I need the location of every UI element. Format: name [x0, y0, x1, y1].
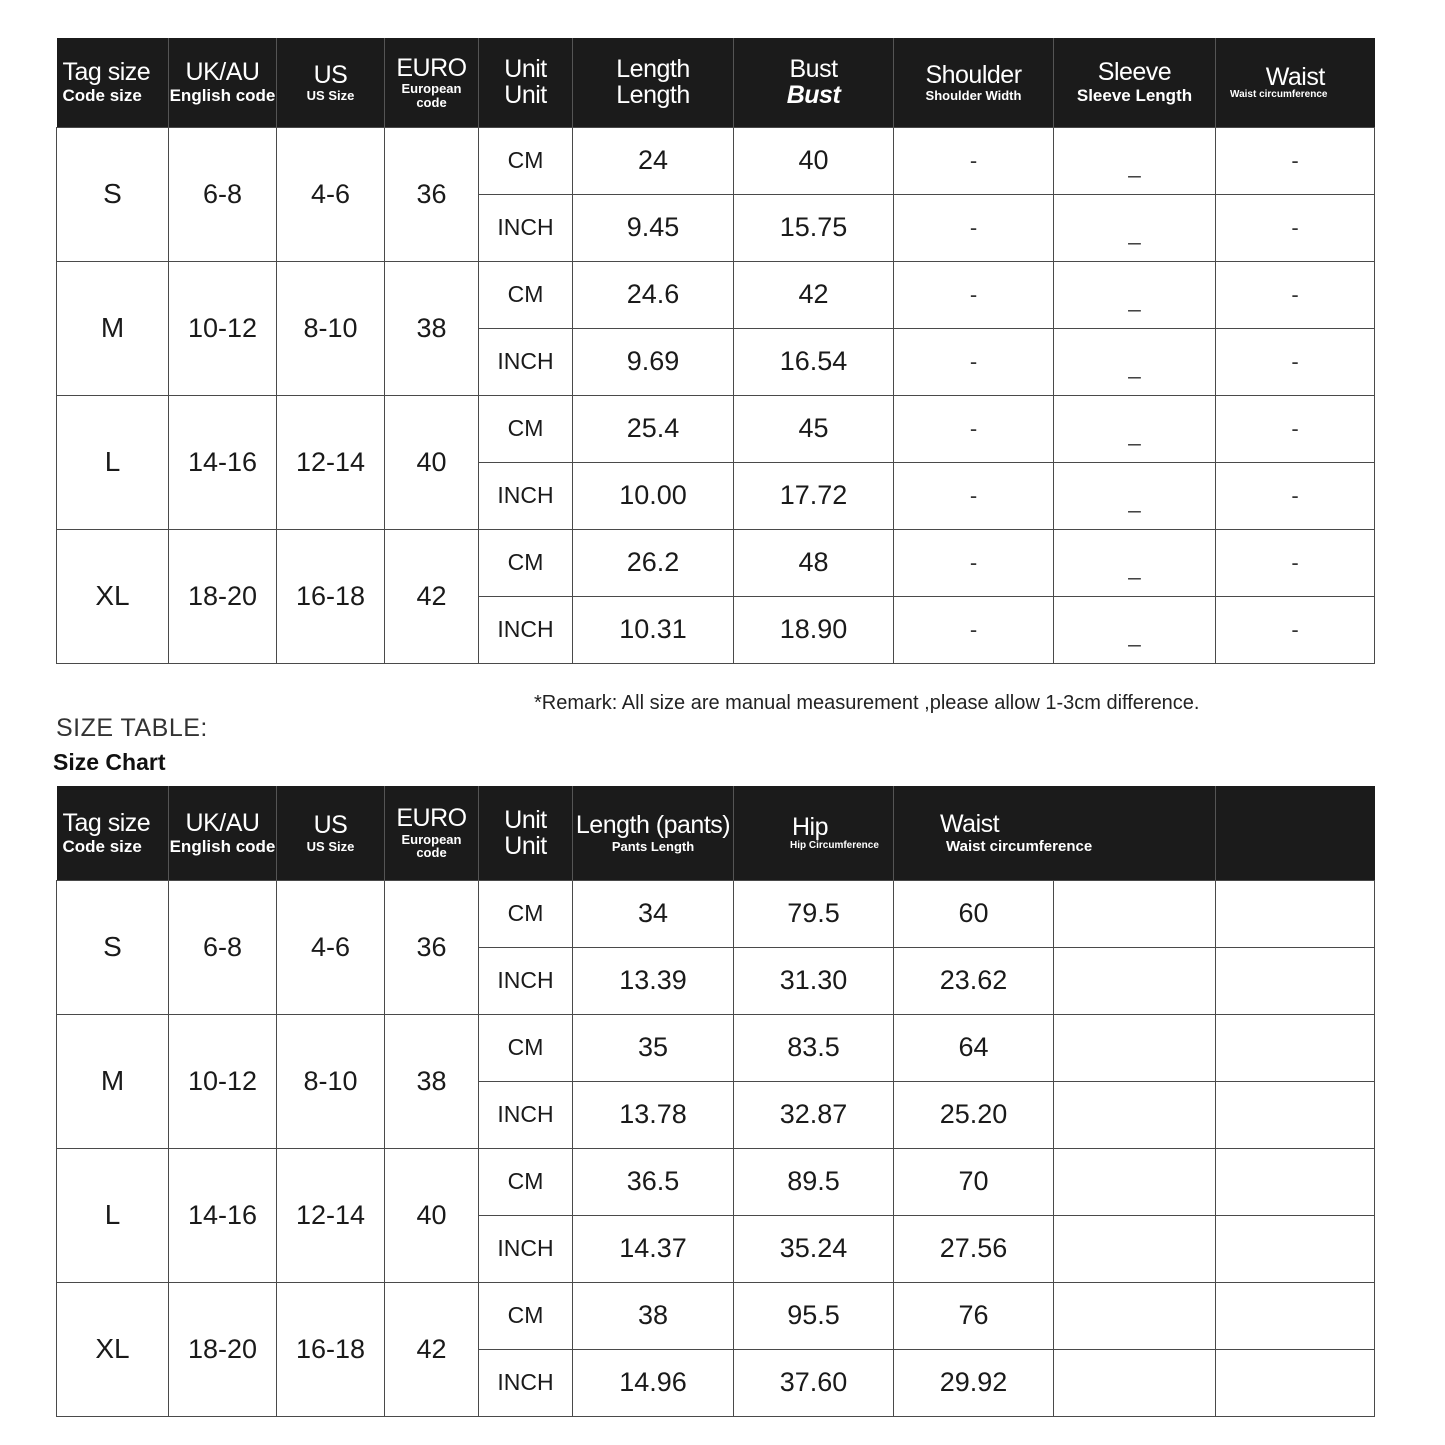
length-cell: 35: [573, 1014, 734, 1081]
empty-cell: [1054, 1349, 1216, 1416]
bust-cell: 40: [734, 127, 894, 194]
header-us: US US Size: [277, 786, 385, 880]
length-cell: 10.00: [573, 462, 734, 529]
bust-cell: 16.54: [734, 328, 894, 395]
bust-cell: 42: [734, 261, 894, 328]
empty-cell: [1054, 1282, 1216, 1349]
length-cell: 24.6: [573, 261, 734, 328]
waist-cell: 23.62: [894, 947, 1054, 1014]
header-waist: Waist Waist circumference: [894, 786, 1216, 880]
length-cell: 36.5: [573, 1148, 734, 1215]
header-pants-length: Length (pants) Pants Length: [573, 786, 734, 880]
euro-size-cell: 36: [385, 127, 479, 261]
length-cell: 26.2: [573, 529, 734, 596]
tag-size-cell: S: [57, 880, 169, 1014]
tag-size-cell: L: [57, 1148, 169, 1282]
table-row: [57, 1148, 1375, 1215]
length-cell: 13.39: [573, 947, 734, 1014]
waist-cell: -: [1216, 596, 1375, 663]
us-size-cell: 8-10: [277, 1014, 385, 1148]
header-unit: Unit Unit: [479, 38, 573, 127]
table-row: [57, 1014, 1375, 1081]
bust-cell: 45: [734, 395, 894, 462]
hip-cell: 89.5: [734, 1148, 894, 1215]
header-tag-size: Tag size Code size: [57, 38, 169, 127]
length-cell: 9.45: [573, 194, 734, 261]
bottom-size-table: [56, 786, 1375, 1417]
unit-cell: INCH: [479, 194, 573, 261]
unit-cell: CM: [479, 1282, 573, 1349]
bust-cell: 15.75: [734, 194, 894, 261]
euro-size-cell: 36: [385, 880, 479, 1014]
us-size-cell: 16-18: [277, 1282, 385, 1416]
empty-cell: [1216, 947, 1375, 1014]
shoulder-cell: -: [894, 596, 1054, 663]
unit-cell: INCH: [479, 947, 573, 1014]
hip-cell: 95.5: [734, 1282, 894, 1349]
header-bust: Bust Bust: [734, 38, 894, 127]
empty-cell: [1216, 1081, 1375, 1148]
waist-cell: -: [1216, 395, 1375, 462]
shoulder-cell: -: [894, 261, 1054, 328]
hip-cell: 83.5: [734, 1014, 894, 1081]
us-size-cell: 12-14: [277, 1148, 385, 1282]
sleeve-cell: _: [1054, 328, 1216, 395]
length-cell: 14.37: [573, 1215, 734, 1282]
header-sleeve: Sleeve Sleeve Length: [1054, 38, 1216, 127]
remark-note: *Remark: All size are manual measurement ,please allow 1-3cm difference.: [534, 692, 1200, 714]
size-chart-label: Size Chart: [53, 749, 166, 775]
length-cell: 14.96: [573, 1349, 734, 1416]
length-cell: 24: [573, 127, 734, 194]
tag-size-cell: M: [57, 261, 169, 395]
table-row: [57, 529, 1375, 596]
header-waist: Waist Waist circumference: [1216, 38, 1375, 127]
shoulder-cell: -: [894, 194, 1054, 261]
uk-size-cell: 18-20: [169, 1282, 277, 1416]
waist-cell: 64: [894, 1014, 1054, 1081]
empty-cell: [1216, 1349, 1375, 1416]
us-size-cell: 8-10: [277, 261, 385, 395]
waist-cell: 60: [894, 880, 1054, 947]
table-row: [57, 395, 1375, 462]
sleeve-cell: _: [1054, 127, 1216, 194]
unit-cell: CM: [479, 395, 573, 462]
shoulder-cell: -: [894, 462, 1054, 529]
uk-size-cell: 6-8: [169, 127, 277, 261]
empty-cell: [1054, 947, 1216, 1014]
unit-cell: CM: [479, 880, 573, 947]
waist-cell: -: [1216, 462, 1375, 529]
size-table-label: SIZE TABLE:: [56, 714, 208, 742]
length-cell: 34: [573, 880, 734, 947]
shoulder-cell: -: [894, 529, 1054, 596]
euro-size-cell: 38: [385, 261, 479, 395]
uk-size-cell: 14-16: [169, 395, 277, 529]
us-size-cell: 12-14: [277, 395, 385, 529]
empty-cell: [1054, 1148, 1216, 1215]
header-us: US US Size: [277, 38, 385, 127]
unit-cell: CM: [479, 261, 573, 328]
uk-size-cell: 10-12: [169, 1014, 277, 1148]
header-length: Length Length: [573, 38, 734, 127]
top-size-table: [56, 38, 1375, 664]
table-row: [57, 127, 1375, 194]
sleeve-cell: _: [1054, 395, 1216, 462]
uk-size-cell: 18-20: [169, 529, 277, 663]
empty-cell: [1216, 1282, 1375, 1349]
empty-cell: [1216, 1148, 1375, 1215]
euro-size-cell: 40: [385, 395, 479, 529]
uk-size-cell: 14-16: [169, 1148, 277, 1282]
unit-cell: INCH: [479, 462, 573, 529]
header-uk-au: UK/AU English code: [169, 38, 277, 127]
length-cell: 10.31: [573, 596, 734, 663]
waist-cell: -: [1216, 328, 1375, 395]
hip-cell: 35.24: [734, 1215, 894, 1282]
hip-cell: 79.5: [734, 880, 894, 947]
sleeve-cell: _: [1054, 261, 1216, 328]
length-cell: 38: [573, 1282, 734, 1349]
euro-size-cell: 42: [385, 529, 479, 663]
tag-size-cell: M: [57, 1014, 169, 1148]
us-size-cell: 16-18: [277, 529, 385, 663]
tag-size-cell: XL: [57, 529, 169, 663]
header-empty: [1216, 786, 1375, 880]
shoulder-cell: -: [894, 395, 1054, 462]
bust-cell: 48: [734, 529, 894, 596]
uk-size-cell: 10-12: [169, 261, 277, 395]
top-header-row: [57, 38, 1375, 127]
tag-size-cell: S: [57, 127, 169, 261]
unit-cell: INCH: [479, 1349, 573, 1416]
bust-cell: 17.72: [734, 462, 894, 529]
unit-cell: CM: [479, 1148, 573, 1215]
waist-cell: -: [1216, 529, 1375, 596]
waist-cell: 25.20: [894, 1081, 1054, 1148]
hip-cell: 37.60: [734, 1349, 894, 1416]
waist-cell: 29.92: [894, 1349, 1054, 1416]
empty-cell: [1216, 1014, 1375, 1081]
empty-cell: [1054, 1014, 1216, 1081]
unit-cell: INCH: [479, 1081, 573, 1148]
unit-cell: CM: [479, 1014, 573, 1081]
empty-cell: [1054, 1081, 1216, 1148]
waist-cell: -: [1216, 127, 1375, 194]
bust-cell: 18.90: [734, 596, 894, 663]
header-tag-size: Tag size Code size: [57, 786, 169, 880]
header-unit: Unit Unit: [479, 786, 573, 880]
unit-cell: CM: [479, 127, 573, 194]
header-euro: EURO European code: [385, 786, 479, 880]
table-row: [57, 261, 1375, 328]
hip-cell: 32.87: [734, 1081, 894, 1148]
sleeve-cell: _: [1054, 596, 1216, 663]
sleeve-cell: _: [1054, 194, 1216, 261]
uk-size-cell: 6-8: [169, 880, 277, 1014]
unit-cell: INCH: [479, 1215, 573, 1282]
unit-cell: INCH: [479, 328, 573, 395]
header-uk-au: UK/AU English code: [169, 786, 277, 880]
tag-size-cell: L: [57, 395, 169, 529]
us-size-cell: 4-6: [277, 127, 385, 261]
euro-size-cell: 40: [385, 1148, 479, 1282]
length-cell: 13.78: [573, 1081, 734, 1148]
header-euro: EURO European code: [385, 38, 479, 127]
table-row: [57, 1282, 1375, 1349]
waist-cell: -: [1216, 194, 1375, 261]
bottom-header-row: [57, 786, 1375, 880]
length-cell: 9.69: [573, 328, 734, 395]
euro-size-cell: 42: [385, 1282, 479, 1416]
sleeve-cell: _: [1054, 529, 1216, 596]
table-row: [57, 880, 1375, 947]
header-hip: Hip Hip Circumference: [734, 786, 894, 880]
unit-cell: INCH: [479, 596, 573, 663]
unit-cell: CM: [479, 529, 573, 596]
waist-cell: 76: [894, 1282, 1054, 1349]
sleeve-cell: _: [1054, 462, 1216, 529]
length-cell: 25.4: [573, 395, 734, 462]
tag-size-cell: XL: [57, 1282, 169, 1416]
empty-cell: [1054, 1215, 1216, 1282]
shoulder-cell: -: [894, 328, 1054, 395]
shoulder-cell: -: [894, 127, 1054, 194]
empty-cell: [1216, 1215, 1375, 1282]
us-size-cell: 4-6: [277, 880, 385, 1014]
waist-cell: 70: [894, 1148, 1054, 1215]
hip-cell: 31.30: [734, 947, 894, 1014]
empty-cell: [1216, 880, 1375, 947]
empty-cell: [1054, 880, 1216, 947]
waist-cell: 27.56: [894, 1215, 1054, 1282]
euro-size-cell: 38: [385, 1014, 479, 1148]
header-shoulder: Shoulder Shoulder Width: [894, 38, 1054, 127]
waist-cell: -: [1216, 261, 1375, 328]
